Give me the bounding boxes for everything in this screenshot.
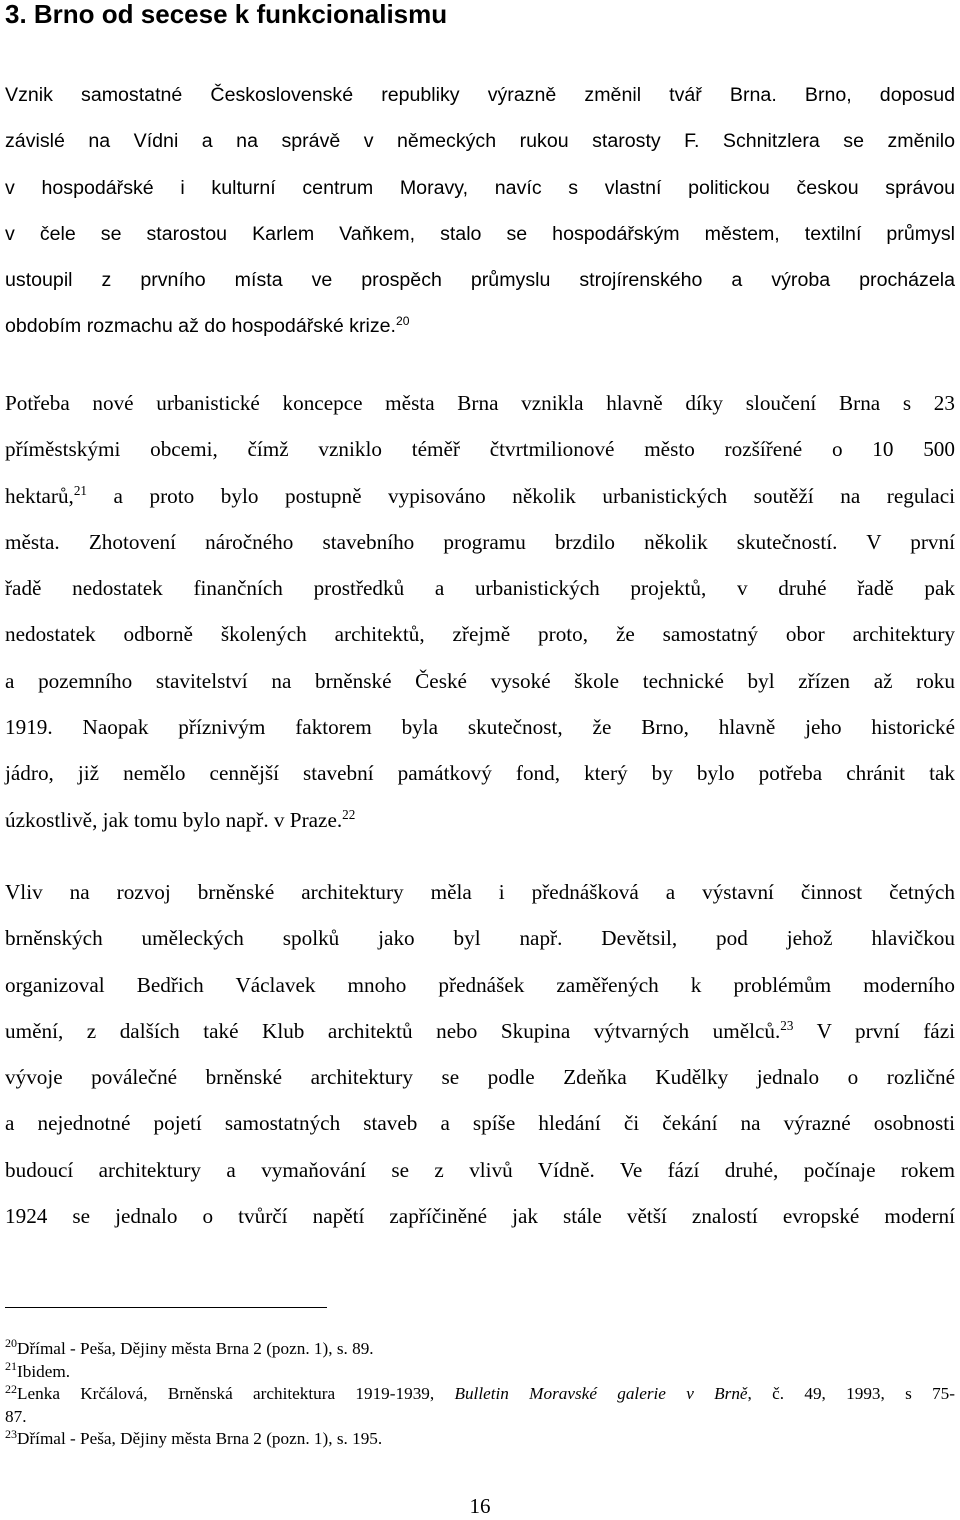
- paragraph-3: [5, 869, 955, 1239]
- footnote-journal-title: Bulletin Moravské galerie v Brně: [454, 1384, 748, 1404]
- paragraph-line: ustoupil z prvního místa ve prospěch průmyslu strojírenského a výroba procházela: [5, 269, 955, 292]
- paragraph-line: nedostatek odborně školených architektů, zřejmě proto, že samostatný obor architektury: [5, 622, 955, 647]
- paragraph-line: [5, 473, 955, 519]
- page-number: 16: [469, 1494, 491, 1518]
- footnote-number: 23: [5, 1426, 18, 1441]
- paragraph-line: Vznik samostatné Československé republiky výrazně změnil tvář Brna. Brno, doposud: [5, 84, 955, 106]
- footnote: [5, 1338, 955, 1361]
- footnotes: [5, 1338, 955, 1451]
- paragraph-line: a pozemního stavitelství na brněnské České vysoké škole technické byl zřízen až roku: [5, 668, 955, 693]
- footnote: [5, 1383, 955, 1406]
- paragraph-line: Vliv na rozvoj brněnské architektury měla i přednášková a výstavní činnost četných: [5, 880, 955, 904]
- paragraph-line: a nejednotné pojetí samostatných staveb a spíše hledání či čekání na výrazné osobnosti: [5, 1111, 955, 1136]
- paragraph-line: v hospodářské i kulturní centrum Moravy, navíc s vlastní politickou českou správou: [5, 176, 955, 199]
- footnote-number: 22: [5, 1381, 18, 1396]
- paragraph-line: příměstskými obcemi, čímž vzniklo téměř čtvrtmilionové město rozšířené o 10 500: [5, 437, 955, 462]
- footnote-reference: 21: [73, 482, 87, 498]
- footnote-text: Lenka Krčálová, Brněnská architektura 1919-1939,: [17, 1384, 455, 1404]
- paragraph-line: města. Zhotovení náročného stavebního programu brzdilo několik skutečností. V první: [5, 529, 955, 554]
- footnote-reference: 22: [342, 806, 356, 822]
- paragraph-line: budoucí architektury a vymaňování se z vlivů Vídně. Ve fází druhé, počínaje rokem: [5, 1157, 955, 1182]
- paragraph-line: Potřeba nové urbanistické koncepce města Brna vznikla hlavně díky sloučení Brna s 23: [5, 391, 955, 415]
- paragraph-line: vývoje poválečné brněnské architektury se podle Zdeňka Kudělky jednalo o rozličné: [5, 1065, 955, 1090]
- paragraph-1: [5, 72, 955, 350]
- paragraph-line: [5, 1008, 955, 1054]
- paragraph-text: hektarů,: [5, 483, 74, 508]
- paragraph-text: a proto bylo postupně vypisováno několik urbanistických soutěží na regulaci: [113, 483, 956, 508]
- paragraph-line: organizoval Bedřich Václavek mnoho přednášek zaměřených k problémům moderního: [5, 972, 955, 997]
- footnote-number: 21: [5, 1358, 18, 1373]
- footnote-text: Dřímal - Peša, Dějiny města Brna 2 (pozn. 1), s. 89.: [17, 1339, 374, 1358]
- paragraph-2: [5, 380, 955, 843]
- paragraph-line: 1919. Naopak příznivým faktorem byla skutečnost, že Brno, hlavně jeho historické: [5, 715, 955, 740]
- paragraph-line: 1924 se jednalo o tvůrčí napětí zapříčiněné jak stále větší znalostí evropské moderní: [5, 1204, 955, 1229]
- paragraph-line: závislé na Vídni a na správě v německých rukou starosty F. Schnitzlera se změnilo: [5, 130, 955, 153]
- footnote-reference: 20: [396, 314, 410, 329]
- footnote: [5, 1358, 955, 1384]
- paragraph-text: úzkostlivě, jak tomu bylo např. v Praze.: [5, 807, 343, 832]
- footnote-text: Ibidem.: [17, 1361, 71, 1381]
- paragraph-text: V první fázi: [816, 1018, 955, 1043]
- paragraph-text: obdobím rozmachu až do hospodářské krize.: [5, 315, 396, 338]
- footnote-separator: [5, 1307, 327, 1308]
- footnote-number: 20: [5, 1336, 18, 1351]
- paragraph-line: [5, 797, 955, 843]
- paragraph-line: [5, 303, 955, 349]
- paragraph-text: umění, z dalších také Klub architektů nebo Skupina výtvarných umělců.: [5, 1018, 781, 1043]
- footnote: [5, 1428, 955, 1451]
- paragraph-line: jádro, již nemělo cennější stavební památkový fond, který by bylo potřeba chránit tak: [5, 761, 955, 786]
- footnote-text: Dřímal - Peša, Dějiny města Brna 2 (pozn. 1), s. 195.: [17, 1429, 383, 1449]
- footnote-reference: 23: [780, 1018, 794, 1034]
- paragraph-line: brněnských uměleckých spolků jako byl např. Devětsil, pod jehož hlavičkou: [5, 926, 955, 951]
- footnote-continuation: 87.: [5, 1406, 27, 1426]
- paragraph-line: v čele se starostou Karlem Vaňkem, stalo se hospodářským městem, textilní průmysl: [5, 222, 955, 245]
- paragraph-line: řadě nedostatek finančních prostředků a urbanistických projektů, v druhé řadě pak: [5, 576, 955, 601]
- chapter-heading: 3. Brno od secese k funkcionalismu: [5, 0, 448, 29]
- footnote-text: , č. 49, 1993, s 75-: [747, 1384, 955, 1404]
